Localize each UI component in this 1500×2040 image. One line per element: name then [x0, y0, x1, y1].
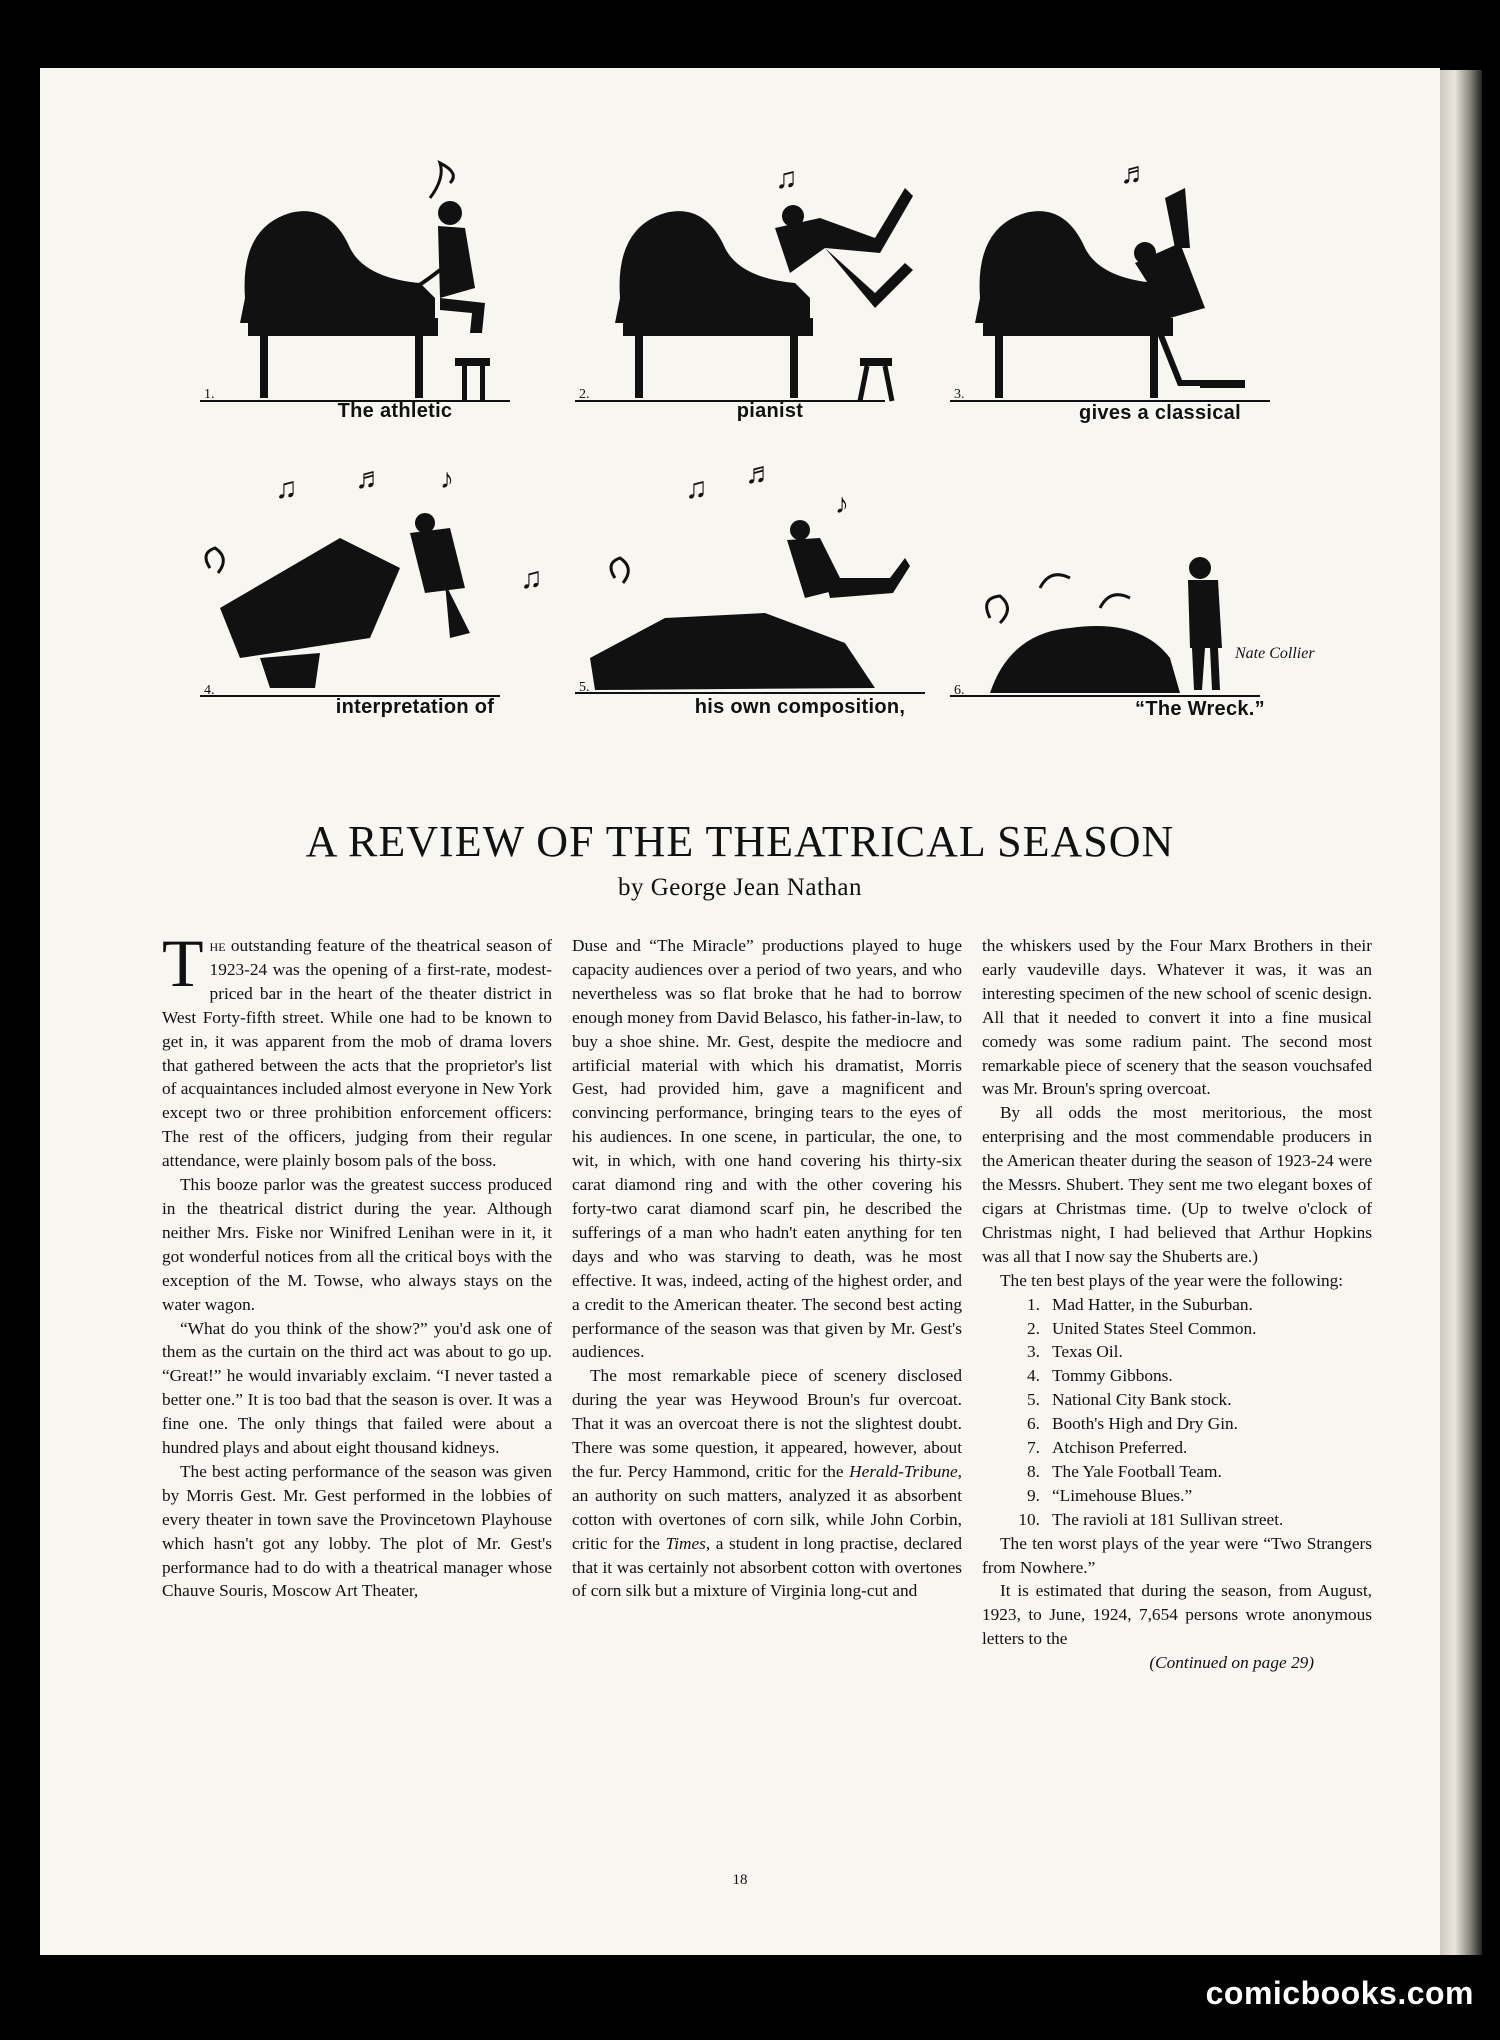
cartoon-caption-4: interpretation of: [335, 696, 495, 718]
svg-text:♫: ♫: [275, 472, 298, 505]
cartoon-panel-4: [200, 458, 590, 708]
magazine-page: [40, 68, 1440, 1955]
cartoon-caption-6: “The Wreck.”: [1135, 698, 1265, 720]
list-item: 7. Atchison Preferred.: [1027, 1438, 1188, 1458]
page-binding-edge: [1440, 70, 1482, 1955]
svg-text:♫: ♫: [775, 162, 798, 195]
svg-text:♬: ♬: [1120, 158, 1150, 190]
article-paragraph: “What do you think of the show?” you'd ask one of them as the curtain on the third act was about to go up. “Great!” he would invariably exclaim. “I never tasted a better one.” It is too bad that the season is over. It was a fine one. The only things that failed were about a hundred plays and about eight thousand kidneys.: [162, 1318, 552, 1458]
cartoon-caption-2: pianist: [736, 400, 804, 422]
page-number: 18: [732, 1872, 748, 1888]
article-column-3: [982, 934, 1372, 1675]
panel-number: 4.: [204, 683, 215, 698]
article-paragraph: It is estimated that during the season, from August, 1923, to June, 1924, 7,654 persons wrote anonymous letters to the: [982, 1581, 1372, 1649]
article-column-2: [572, 934, 962, 1603]
panel-number: 6.: [954, 683, 965, 698]
list-item: 9. “Limehouse Blues.”: [1027, 1485, 1193, 1505]
cartoon-caption-1: The athletic: [337, 400, 453, 422]
drop-cap: T: [162, 925, 204, 1001]
piano-wreckage-illustration: [575, 458, 965, 708]
article-paragraph: [572, 1364, 962, 1603]
list-item: 2. United States Steel Common.: [1027, 1318, 1257, 1338]
piano-explosion-illustration: [200, 458, 590, 708]
paragraph-text: outstanding feature of the theatrical season of 1923-24 was the opening of a first-rate, modest-priced bar in the heart of the theater district in West Forty-fifth street. While one had to be known to get in, it was apparent from the mob of drama lovers that gathered between the acts that the proprietor's list of acquaintances included almost everyone in New York except two or three prohibition enforcement officers: The rest of the officers, judging from their regular attendance, were plainly bosom pals of the boss.: [162, 936, 552, 1171]
svg-text:♫: ♫: [520, 562, 543, 595]
list-item: 3. Texas Oil.: [1027, 1342, 1123, 1362]
crashing-pianist-illustration: [950, 158, 1340, 408]
list-item: 6. Booth's High and Dry Gin.: [1027, 1414, 1239, 1434]
panel-number: 2.: [579, 387, 590, 402]
list-item: 10. The ravioli at 181 Sullivan street.: [1018, 1509, 1284, 1529]
cartoon-panel-1: [200, 158, 590, 408]
paragraph-text: , an authority on such matters, analyzed it as absorbent cotton with overtones of corn silk, while John Corbin, critic for the: [572, 1461, 962, 1553]
list-item: 4. Tommy Gibbons.: [1027, 1366, 1173, 1386]
paragraph-text: The most remarkable piece of scenery disclosed during the year was Heywood Broun's fur overcoat. That it was an overcoat there is not the slightest doubt. There was some question, it appeared, however, about the fur. Percy Hammond, critic for the: [572, 1366, 962, 1481]
continued-notice: (Continued on page 29): [1149, 1653, 1314, 1673]
article-paragraph: Duse and “The Miracle” productions played to huge capacity audiences over a period of two years, and who nevertheless was so flat broke that he had to borrow enough money from David Belasco, his father-in-law, to buy a shoe shine. Mr. Gest, despite the mediocre and artificial material with which his dramatist, Morris Gest, had provided him, gave a magnificent and convincing performance, bringing tears to the eyes of his audiences. In one scene, in particular, the one, to wit, in which, with one hand covering his thirty-six carat diamond ring and with the other covering his forty-two carat diamond scarf pin, he described the sufferings of a man who hadn't eaten anything for ten days and who was starving to death, was he most effective. It was, indeed, acting of the highest order, and a credit to the American theater. The second best acting performance of the season was that given by Mr. Gest's audiences.: [572, 936, 962, 1362]
publication-name: Times: [665, 1533, 706, 1553]
cartoon-panel-6: [950, 458, 1340, 708]
article-paragraph: This booze parlor was the greatest success produced in the theatrical district during the year. Although neither Mrs. Fiske nor Winifred Lenihan were in it, it got wonderful notices from all the critical boys with the exception of the M. Towse, who always stays on the water wagon.: [162, 1175, 552, 1314]
cartoon-caption-3: gives a classical: [1079, 402, 1241, 424]
article-paragraph: The ten best plays of the year were the following:: [1000, 1270, 1344, 1290]
panel-number: 3.: [954, 387, 965, 402]
panel-number: 5.: [579, 680, 590, 695]
svg-text:♪: ♪: [835, 489, 849, 520]
cartoon-panel-2: [575, 158, 965, 408]
svg-text:♬: ♬: [355, 462, 385, 495]
best-plays-list: [1002, 1293, 1372, 1532]
article-byline: by George Jean Nathan: [618, 874, 862, 901]
cartoon-panel-5: [575, 458, 965, 708]
article-title: A REVIEW OF THE THEATRICAL SEASON: [305, 817, 1175, 866]
wreck-aftermath-illustration: [950, 458, 1340, 708]
list-item: 8. The Yale Football Team.: [1027, 1461, 1222, 1481]
article-paragraph: The best acting performance of the season was given by Morris Gest. Mr. Gest performed in the lobbies of every theater in town save the Provincetown Playhouse which hasn't got any lobby. The plot of Mr. Gest's performance had to do with a theatrical manager whose Chauve Souris, Moscow Art Theater,: [162, 1461, 552, 1601]
leaping-pianist-illustration: [575, 158, 965, 408]
watermark: comicbooks.com: [1205, 1975, 1474, 2011]
lead-smallcaps: he: [209, 936, 226, 955]
panel-number: 1.: [204, 387, 215, 402]
list-item: 1. Mad Hatter, in the Suburban.: [1027, 1294, 1253, 1314]
article-paragraph: The ten worst plays of the year were “Two Strangers from Nowhere.”: [982, 1533, 1372, 1577]
svg-text:♫: ♫: [685, 472, 708, 505]
svg-text:Nate Collier: Nate Collier: [1235, 645, 1315, 662]
list-item: 5. National City Bank stock.: [1027, 1390, 1232, 1410]
paragraph-text: , a student in long practise, declared that it was certainly not absorbent cotton with overtones of corn silk but a mixture of Virginia long-cut and: [572, 1533, 963, 1601]
article-paragraph: [162, 925, 552, 1173]
piano-pianist-illustration: [200, 158, 590, 408]
svg-text:♬: ♬: [745, 458, 775, 490]
article-paragraph: By all odds the most meritorious, the most enterprising and the most commendable producers in the American theater during the season of 1923-24 were the Messrs. Shubert. They sent me two elegant boxes of cigars at Christmas time. (Up to twelve o'clock of Christmas night, I had believed that Arthur Hopkins was all that I now say the Shuberts are.): [982, 1103, 1372, 1266]
publication-name: Herald-Tribune: [849, 1461, 958, 1481]
article-paragraph: the whiskers used by the Four Marx Brothers in their early vaudeville days. Whatever it was, it was an interesting specimen of the new school of scenic design. All that it needed to convert it into a fine musical comedy was some radium paint. The second most remarkable piece of scenery that the season vouchsafed was Mr. Broun's spring overcoat.: [982, 936, 1372, 1099]
article-column-1: [162, 925, 552, 1603]
cartoon-panel-3: [950, 158, 1340, 408]
cartoon-caption-5: his own composition,: [694, 696, 906, 718]
svg-text:♪: ♪: [440, 464, 454, 495]
